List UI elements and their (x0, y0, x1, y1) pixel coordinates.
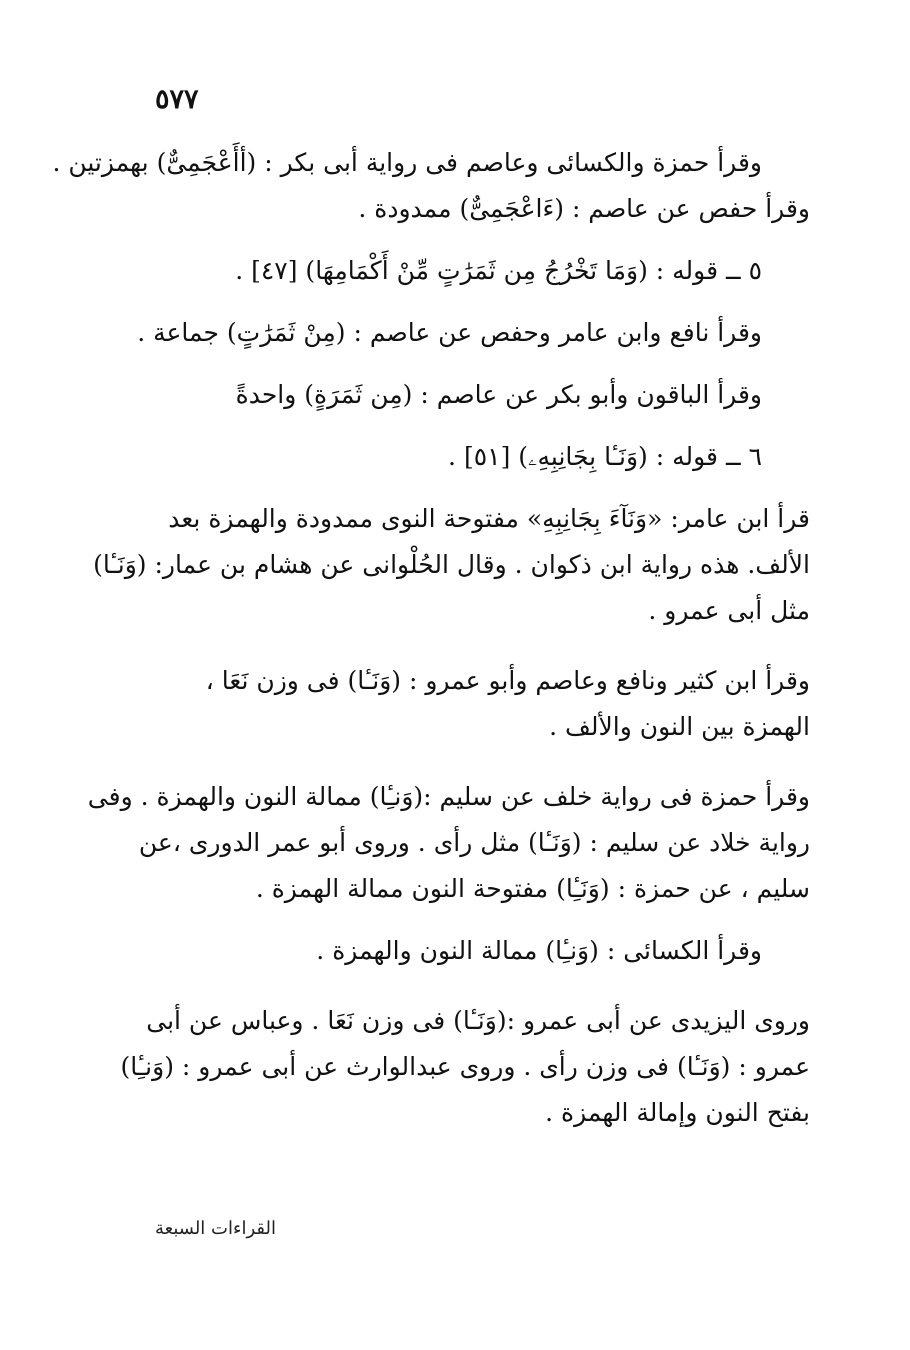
text-line: ٦ ــ قوله : (وَنَـٔا بِجَانِبِهِۦ) [٥١] . (448, 442, 762, 471)
text-line: وقرأ نافع وابن عامر وحفص عن عاصم : (مِنْ ثَمَرَٰتٍ) جماعة . (137, 318, 762, 347)
text-line: وقرأ حمزة فى رواية خلف عن سليم :(وَنـِٔا) ممالة النون والهمزة . وفى (87, 782, 810, 811)
text-line: الهمزة بين النون والألف . (549, 712, 810, 741)
paragraph-kisai-reading (150, 928, 810, 974)
paragraph-yazidi-reading (120, 998, 810, 1136)
text-line: وقرأ الباقون وأبو بكر عن عاصم : (مِن ثَمَرَةٍ) واحدةً (235, 380, 762, 409)
verse-heading-6 (150, 434, 810, 480)
text-line: عمرو : (وَنَـٔا) فى وزن رأى . وروى عبدالوارث عن أبى عمرو : (وَنـِٔا) (120, 1052, 810, 1081)
paragraph-hamza-khalaf-reading (87, 774, 810, 912)
text-line: ٥ ــ قوله : (وَمَا تَخْرُجُ مِن ثَمَرَٰتٍ مِّنْ أَكْمَامِهَا) [٤٧] . (235, 256, 762, 285)
page-content (52, 140, 810, 1136)
text-line: مثل أبى عمرو . (648, 596, 810, 625)
verse-heading-5 (150, 248, 810, 294)
text-line: سليم ، عن حمزة : (وَنَـِٔا) مفتوحة النون ممالة الهمزة . (255, 874, 810, 903)
text-line: قرأ ابن عامر: «وَنَآءَ بِجَانِبِهِ» مفتوحة النوى ممدودة والهمزة بعد (168, 504, 810, 533)
page-number: ٥٧٧ (155, 84, 199, 115)
paragraph-others-reading (150, 372, 810, 418)
text-line: وقرأ حمزة والكسائى وعاصم فى رواية أبى بكر : (أأَعْجَمِىٌّ) بهمزتين . (52, 148, 762, 177)
text-line: رواية خلاد عن سليم : (وَنَـٔا) مثل رأى . وروى أبو عمر الدورى ،عن (138, 828, 810, 857)
text-line: وروى اليزيدى عن أبى عمرو :(وَنَـٔا) فى وزن نَعَا . وعباس عن أبى (146, 1006, 810, 1035)
paragraph-ibn-amir-reading (93, 496, 810, 634)
text-line: وقرأ حفص عن عاصم : (ءَاعْجَمِىٌّ) ممدودة . (358, 194, 810, 223)
paragraph-hamza-reading (52, 140, 810, 186)
text-line: وقرأ ابن كثير ونافع وعاصم وأبو عمرو : (وَنَـٔا) فى وزن نَعَا ، (205, 666, 810, 695)
paragraph-hafs-reading (150, 186, 810, 232)
paragraph-ibn-kathir-reading (150, 658, 810, 750)
text-line: بفتح النون وإمالة الهمزة . (545, 1098, 810, 1127)
text-line: الألف. هذه رواية ابن ذكوان . وقال الحُلْوانى عن هشام بن عمار: (وَنَـٔا) (93, 550, 810, 579)
footer-book-title: القراءات السبعة (155, 1218, 276, 1239)
text-line: وقرأ الكسائى : (وَنـِٔا) ممالة النون والهمزة . (316, 936, 762, 965)
paragraph-nafi-reading (137, 310, 810, 356)
